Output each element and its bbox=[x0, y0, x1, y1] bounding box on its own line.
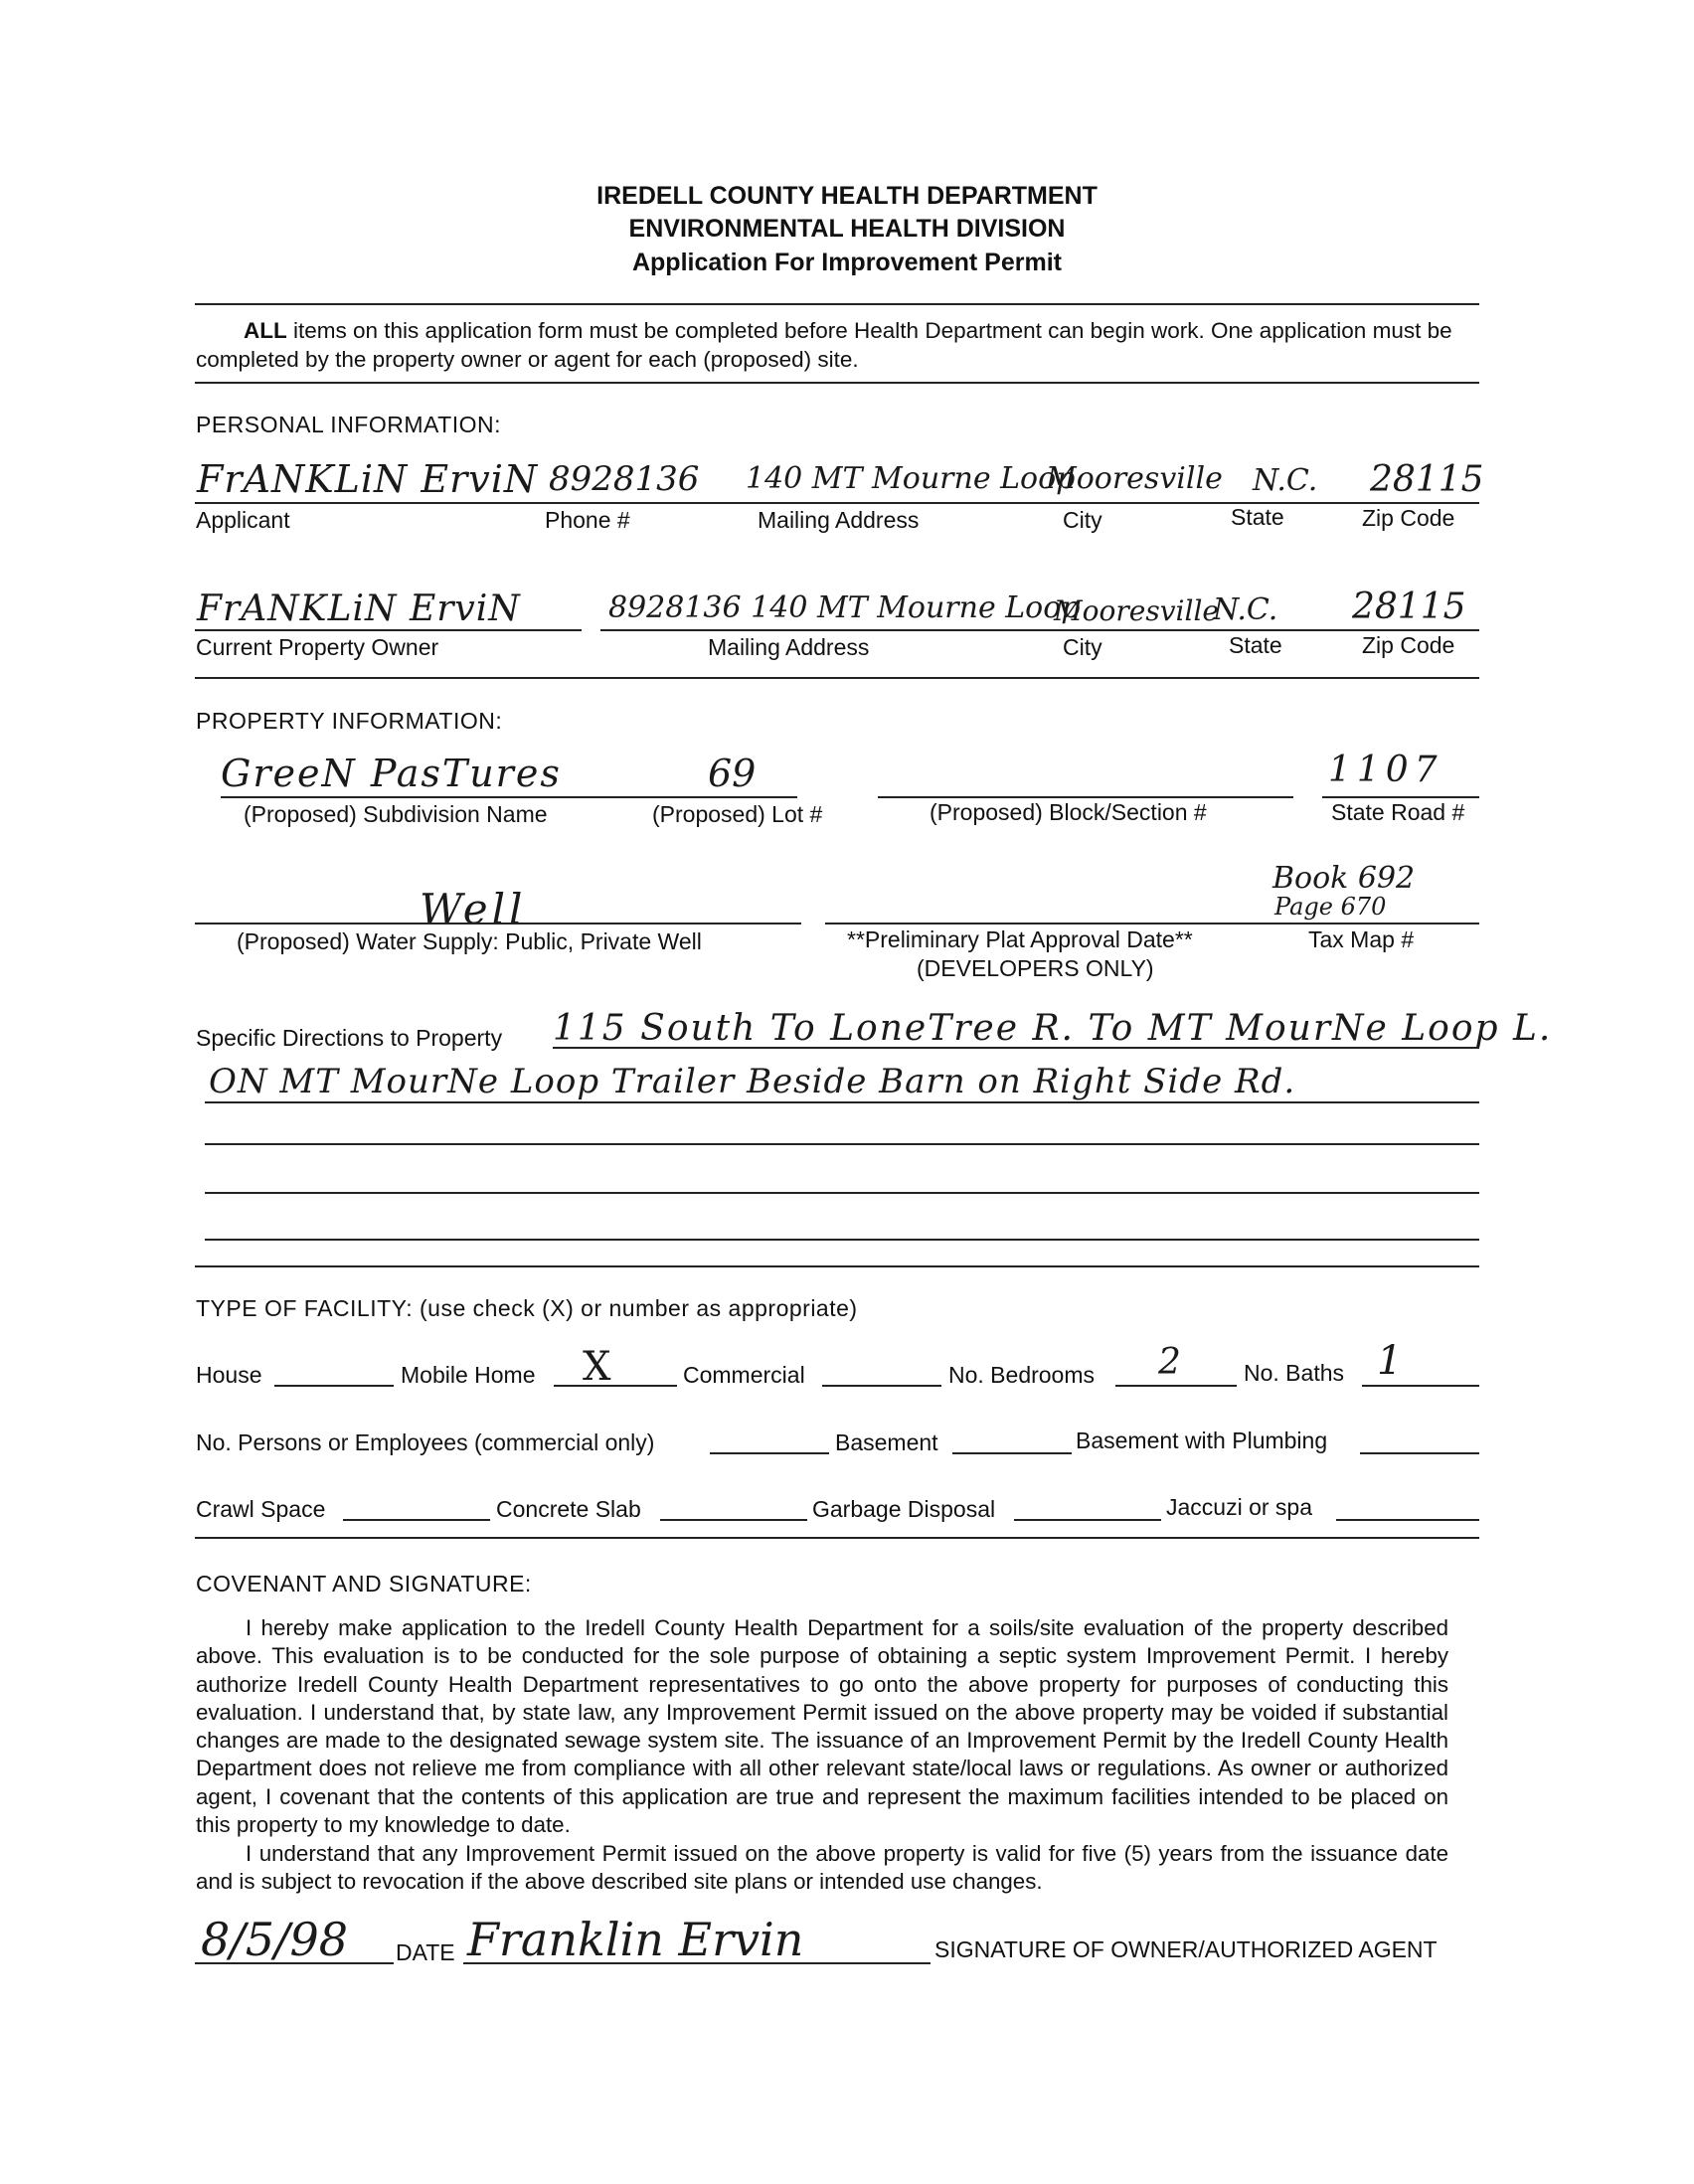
owner-name-line bbox=[195, 629, 582, 631]
applicant-city-value: Mooresville bbox=[1046, 461, 1223, 496]
commercial-label: Commercial bbox=[683, 1362, 805, 1388]
block-label: (Proposed) Block/Section # bbox=[930, 799, 1207, 825]
current-owner-label: Current Property Owner bbox=[196, 634, 439, 660]
water-supply-value: Well bbox=[420, 885, 527, 933]
bedrooms-label: No. Bedrooms bbox=[948, 1362, 1096, 1388]
applicant-name-value: FrANKLiN ErviN bbox=[197, 457, 539, 501]
garbage-disposal-label: Garbage Disposal bbox=[812, 1496, 996, 1522]
owner-mailing-label: Mailing Address bbox=[708, 634, 870, 660]
state-road-value: 1107 bbox=[1328, 750, 1443, 790]
divider bbox=[195, 303, 1479, 305]
divider bbox=[195, 1265, 1479, 1267]
form-title: Application For Improvement Permit bbox=[631, 249, 1062, 276]
house-blank bbox=[274, 1385, 394, 1387]
tax-map-label: Tax Map # bbox=[1308, 926, 1415, 952]
applicant-mailing-value: 140 MT Mourne Loop bbox=[746, 461, 1076, 496]
divider bbox=[195, 1537, 1479, 1539]
plat-date-line bbox=[825, 923, 1274, 924]
commercial-blank bbox=[822, 1385, 941, 1387]
intro-body: items on this application form must be completed before Health Department can begin work. One application must be completed by the property owner or agent for each (proposed) site. bbox=[196, 318, 1452, 372]
personal-info-heading: PERSONAL INFORMATION: bbox=[196, 412, 501, 437]
basement-plumbing-label: Basement with Plumbing bbox=[1076, 1428, 1328, 1453]
directions-line-1: 115 South To LoneTree R. To MT MourNe Loop L. bbox=[553, 1008, 1553, 1049]
owner-state-value: N.C. bbox=[1213, 592, 1278, 627]
garbage-disposal-blank bbox=[1014, 1519, 1161, 1521]
directions-line-2: ON MT MourNe Loop Trailer Beside Barn on Right Side Rd. bbox=[209, 1062, 1296, 1101]
applicant-label: Applicant bbox=[196, 507, 290, 533]
directions-rule-2 bbox=[205, 1101, 1479, 1103]
house-label: House bbox=[196, 1362, 262, 1388]
state-road-label: State Road # bbox=[1331, 799, 1465, 825]
owner-zip-value: 28115 bbox=[1352, 587, 1466, 627]
persons-employees-label: No. Persons or Employees (commercial only) bbox=[196, 1429, 655, 1455]
phone-label: Phone # bbox=[545, 507, 630, 533]
baths-label: No. Baths bbox=[1244, 1360, 1344, 1386]
applicant-line bbox=[195, 502, 1479, 504]
owner-state-label: State bbox=[1229, 632, 1282, 658]
mailing-address-label: Mailing Address bbox=[758, 507, 920, 533]
persons-blank bbox=[710, 1452, 829, 1454]
concrete-slab-label: Concrete Slab bbox=[496, 1496, 641, 1522]
department-title: IREDELL COUNTY HEALTH DEPARTMENT bbox=[596, 182, 1098, 210]
tax-map-line bbox=[1274, 923, 1479, 924]
basement-plumbing-blank bbox=[1360, 1452, 1479, 1454]
divider bbox=[195, 677, 1479, 679]
date-label: DATE bbox=[396, 1939, 455, 1965]
signature-line bbox=[463, 1962, 931, 1964]
water-supply-line bbox=[195, 923, 801, 924]
mobile-home-blank bbox=[554, 1385, 677, 1387]
basement-blank bbox=[952, 1452, 1072, 1454]
state-road-line bbox=[1322, 796, 1479, 798]
mobile-home-value: X bbox=[583, 1344, 611, 1390]
intro-bold: ALL bbox=[244, 318, 287, 343]
state-label: State bbox=[1231, 504, 1284, 530]
crawl-space-blank bbox=[343, 1519, 490, 1521]
intro-text bbox=[196, 316, 1480, 374]
directions-rule-5 bbox=[205, 1239, 1479, 1241]
owner-name-value: FrANKLiN ErviN bbox=[197, 588, 521, 629]
tax-book-value: Book 692 bbox=[1272, 861, 1416, 896]
applicant-phone-value: 8928136 bbox=[549, 459, 700, 499]
facility-heading: TYPE OF FACILITY: (use check (X) or number as appropriate) bbox=[196, 1295, 858, 1321]
owner-city-label: City bbox=[1063, 634, 1102, 660]
subdivision-label: (Proposed) Subdivision Name bbox=[244, 801, 548, 827]
subdivision-lot-line bbox=[221, 796, 797, 798]
tax-page-value: Page 670 bbox=[1274, 893, 1387, 921]
lot-value: 69 bbox=[708, 752, 757, 795]
baths-blank bbox=[1362, 1385, 1479, 1387]
jacuzzi-label: Jaccuzi or spa bbox=[1166, 1494, 1313, 1520]
applicant-state-value: N.C. bbox=[1253, 463, 1318, 498]
directions-label: Specific Directions to Property bbox=[196, 1025, 503, 1051]
directions-rule-1 bbox=[553, 1047, 1479, 1049]
directions-rule-3 bbox=[205, 1143, 1479, 1145]
applicant-zip-value: 28115 bbox=[1370, 459, 1484, 500]
date-line bbox=[195, 1962, 394, 1964]
mobile-home-label: Mobile Home bbox=[401, 1362, 536, 1388]
plat-approval-label: **Preliminary Plat Approval Date** bbox=[847, 926, 1193, 952]
basement-label: Basement bbox=[835, 1429, 938, 1455]
concrete-slab-blank bbox=[660, 1519, 807, 1521]
jacuzzi-blank bbox=[1336, 1519, 1479, 1521]
city-label: City bbox=[1063, 507, 1102, 533]
bedrooms-value: 2 bbox=[1158, 1342, 1181, 1383]
date-value: 8/5/98 bbox=[201, 1913, 349, 1966]
crawl-space-label: Crawl Space bbox=[196, 1496, 326, 1522]
developers-only-label: (DEVELOPERS ONLY) bbox=[917, 955, 1154, 981]
covenant-heading: COVENANT AND SIGNATURE: bbox=[196, 1571, 532, 1596]
covenant-paragraph-1: I hereby make application to the Iredell County Health Department for a soils/site evaluation of the property described above. This evaluation is to be conducted for the sole purpose of obtaining a septic system Improvement Permit. I hereby authorize Iredell County Health Department representatives to go onto the above property for purposes of conducting this evaluation. I understand that, by state law, any Improvement Permit issued on the above property may be voided if substantial changes are made to the designated sewage system site. The issuance of an Improvement Permit by the Iredell County Health Department does not relieve me from compliance with all other relevant state/local laws or regulations. As owner or authorized agent, I covenant that the contents of this application are true and represent the maximum facilities intended to be placed on this property to my knowledge to date. bbox=[196, 1615, 1448, 1838]
owner-city-value: Mooresville bbox=[1054, 594, 1219, 627]
block-line bbox=[878, 796, 1293, 798]
owner-mailing-value: 8928136 140 MT Mourne Loop bbox=[608, 590, 1081, 625]
owner-zip-label: Zip Code bbox=[1362, 632, 1455, 658]
bedrooms-blank bbox=[1115, 1385, 1237, 1387]
water-supply-label: (Proposed) Water Supply: Public, Private Well bbox=[237, 928, 702, 954]
owner-address-line bbox=[600, 629, 1479, 631]
signature-label: SIGNATURE OF OWNER/AUTHORIZED AGENT bbox=[934, 1936, 1438, 1962]
owner-signature: Franklin Ervin bbox=[467, 1913, 804, 1966]
property-info-heading: PROPERTY INFORMATION: bbox=[196, 708, 503, 734]
division-title: ENVIRONMENTAL HEALTH DIVISION bbox=[628, 215, 1066, 243]
directions-rule-4 bbox=[205, 1192, 1479, 1194]
lot-label: (Proposed) Lot # bbox=[652, 801, 823, 827]
divider bbox=[195, 382, 1479, 384]
subdivision-value: GreeN PasTures bbox=[221, 752, 562, 795]
zip-code-label: Zip Code bbox=[1362, 505, 1455, 531]
baths-value: 1 bbox=[1377, 1338, 1403, 1384]
covenant-paragraph-2: I understand that any Improvement Permit issued on the above property is valid for five (5) years from the issuance date and is subject to revocation if the above described site plans or intended use changes. bbox=[196, 1841, 1448, 1895]
